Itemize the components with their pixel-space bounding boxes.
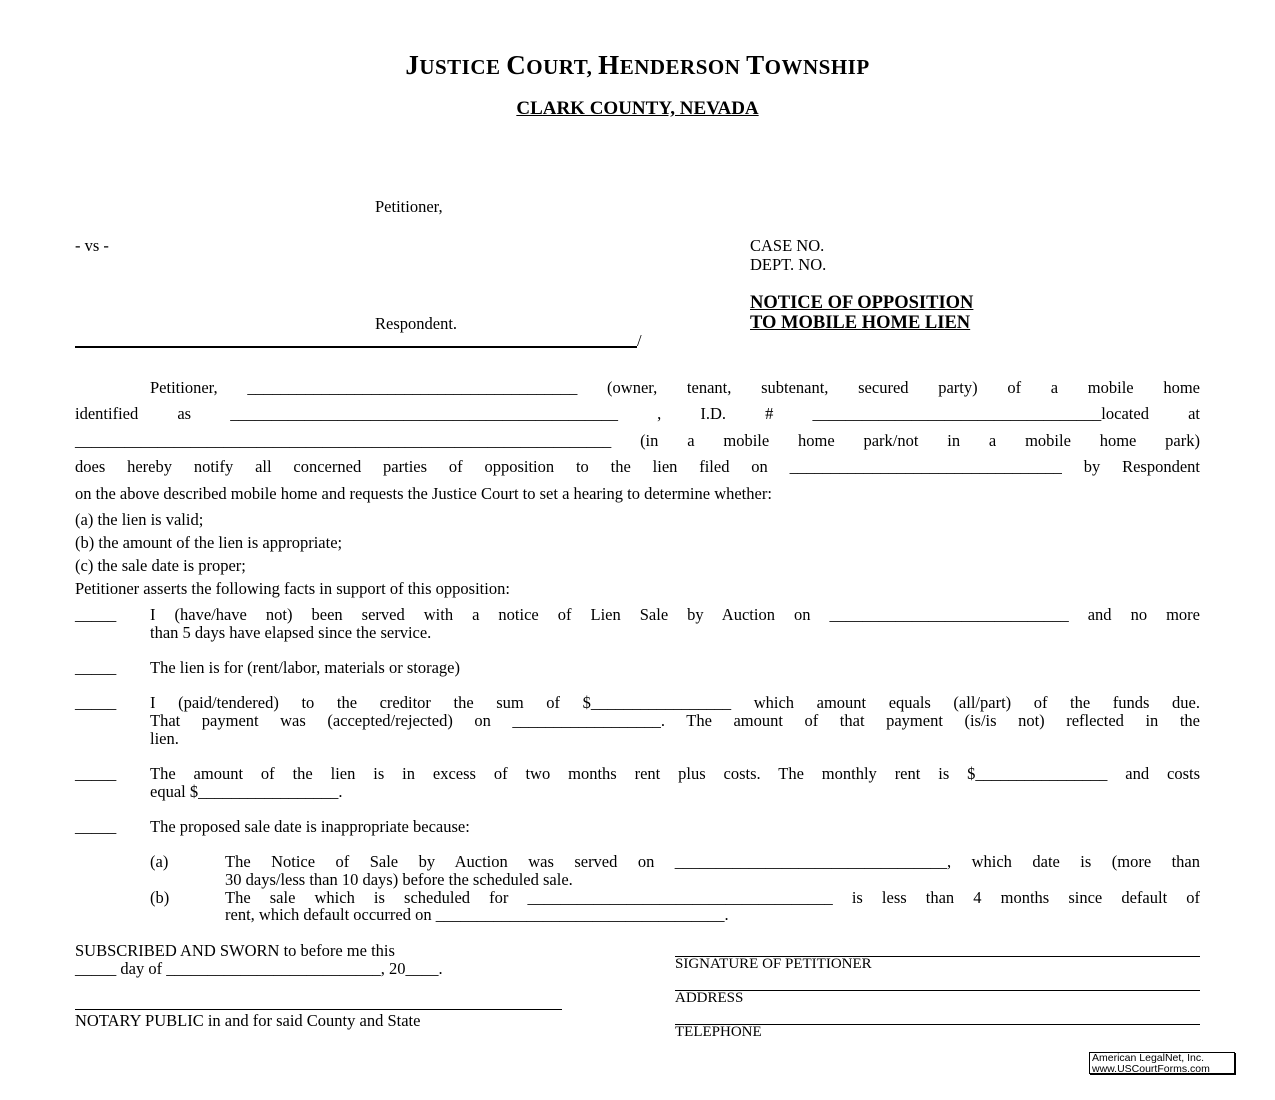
signature-of-petitioner-label: SIGNATURE OF PETITIONER bbox=[675, 956, 872, 972]
fact-3-line-2: That payment was (accepted/rejected) on __________________. The amount of that payment (is/is not) reflected in the bbox=[150, 711, 1200, 730]
day-of-line[interactable]: _____ day of __________________________, 20____. bbox=[75, 959, 443, 978]
stamp-line-2: www.USCourtForms.com bbox=[1092, 1063, 1210, 1075]
sub-a-line-2: 30 days/less than 10 days) before the scheduled sale. bbox=[225, 870, 573, 889]
notary-signature-line[interactable] bbox=[75, 1009, 562, 1010]
fact-4-line-1: The amount of the lien is in excess of two months rent plus costs. The monthly rent is $________________ and costs bbox=[150, 764, 1200, 783]
notice-title-line-1: NOTICE OF OPPOSITION bbox=[750, 293, 974, 313]
court-title: JUSTICE COURT, HENDERSON TOWNSHIP bbox=[405, 50, 870, 80]
assert-line: Petitioner asserts the following facts in support of this opposition: bbox=[75, 579, 510, 598]
item-a: (a) the lien is valid; bbox=[75, 510, 204, 529]
caption-slash: / bbox=[637, 331, 642, 350]
fact-3-line-1: I (paid/tendered) to the creditor the sum of $_________________ which amount equals (all/part) of the funds due. bbox=[150, 693, 1200, 712]
notice-title-line-2: TO MOBILE HOME LIEN bbox=[750, 313, 971, 333]
petitioner-label: Petitioner, bbox=[375, 197, 443, 216]
fact-1-line-2: than 5 days have elapsed since the service. bbox=[150, 623, 432, 642]
fact-3-blank[interactable]: _____ bbox=[75, 693, 117, 712]
item-b: (b) the amount of the lien is appropriate; bbox=[75, 533, 343, 552]
body-line-5: on the above described mobile home and requests the Justice Court to set a hearing to determine whether: bbox=[75, 484, 772, 503]
sub-b-label: (b) bbox=[150, 888, 170, 907]
dept-no-label: DEPT. NO. bbox=[750, 255, 827, 274]
sub-a-line-1: The Notice of Sale by Auction was served on _________________________________, which date is (more than bbox=[225, 852, 1200, 871]
fact-3-line-3: lien. bbox=[150, 729, 179, 748]
fact-1-blank[interactable]: _____ bbox=[75, 605, 117, 624]
body-line-3: _________________________________________________________________ (in a mobile home park/not in a mobile home park) bbox=[75, 431, 1200, 450]
body-line-2: identified as _______________________________________________ , I.D. # ___________________________________located at bbox=[75, 404, 1200, 423]
sub-b-line-2: rent, which default occurred on ___________________________________. bbox=[225, 905, 729, 924]
body-line-1: Petitioner, ________________________________________ (owner, tenant, subtenant, secured party) of a mobile home bbox=[150, 378, 1200, 397]
respondent-label: Respondent. bbox=[375, 314, 458, 333]
fact-4-line-2: equal $_________________. bbox=[150, 782, 343, 801]
notary-public-label: NOTARY PUBLIC in and for said County and State bbox=[75, 1011, 421, 1030]
fact-2-line-1: The lien is for (rent/labor, materials or storage) bbox=[150, 658, 460, 677]
case-no-label: CASE NO. bbox=[750, 236, 825, 255]
legalnet-stamp bbox=[1089, 1052, 1235, 1074]
subscribed-sworn: SUBSCRIBED AND SWORN to before me this bbox=[75, 941, 395, 960]
item-c: (c) the sale date is proper; bbox=[75, 556, 246, 575]
telephone-label: TELEPHONE bbox=[675, 1024, 762, 1040]
sub-a-label: (a) bbox=[150, 852, 169, 871]
fact-1-line-1: I (have/have not) been served with a notice of Lien Sale by Auction on _____________________________ and no more bbox=[150, 605, 1200, 624]
address-label: ADDRESS bbox=[675, 990, 744, 1006]
vs-label: - vs - bbox=[75, 236, 109, 255]
stamp-line-1: American LegalNet, Inc. bbox=[1092, 1052, 1205, 1064]
address-line[interactable] bbox=[675, 990, 1200, 991]
caption-rule bbox=[75, 346, 637, 348]
sub-b-line-1: The sale which is scheduled for _____________________________________ is less than 4 months since default of bbox=[225, 888, 1200, 907]
fact-2-blank[interactable]: _____ bbox=[75, 658, 117, 677]
fact-4-blank[interactable]: _____ bbox=[75, 764, 117, 783]
fact-5-blank[interactable]: _____ bbox=[75, 817, 117, 836]
county-heading: CLARK COUNTY, NEVADA bbox=[516, 98, 759, 119]
body-line-4: does hereby notify all concerned parties of opposition to the lien filed on _________________________________ by Respondent bbox=[75, 457, 1200, 476]
fact-5-line-1: The proposed sale date is inappropriate because: bbox=[150, 817, 470, 836]
